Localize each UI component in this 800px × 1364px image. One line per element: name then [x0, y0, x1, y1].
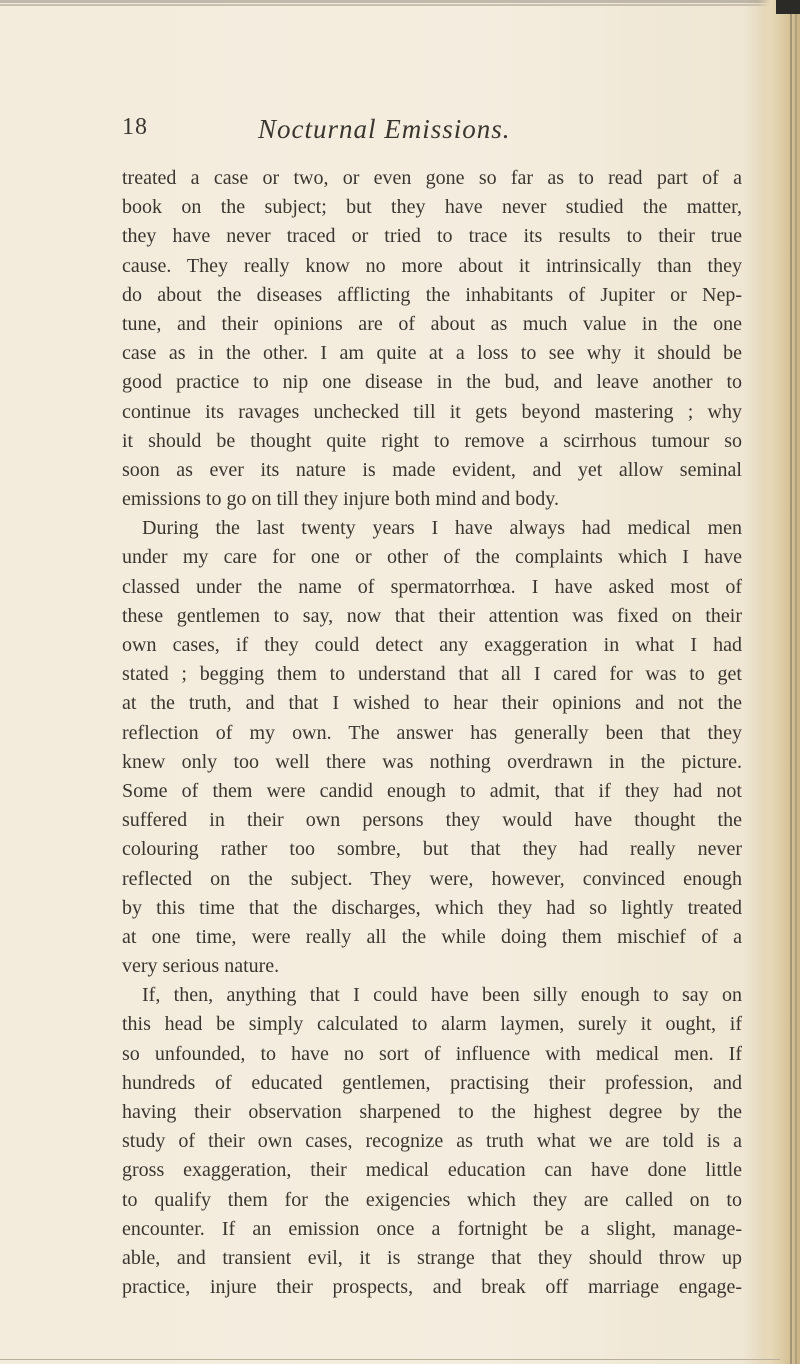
- text-line: stated ; begging them to understand that all I cared for was to get: [122, 663, 742, 686]
- text-line: do about the diseases afflicting the inhabitants of Jupiter or Nep-: [122, 283, 742, 306]
- text-line: own cases, if they could detect any exaggeration in what I had: [122, 634, 742, 656]
- text-line: tune, and their opinions are of about as much value in the one: [122, 312, 742, 335]
- text-line: emissions to go on till they injure both mind and body.: [122, 488, 560, 511]
- corner-shadow: [776, 0, 800, 14]
- text-line: If, then, anything that I could have been silly enough to say on: [142, 984, 742, 1007]
- running-title: Nocturnal Emissions.: [258, 114, 511, 144]
- body-text: [122, 164, 742, 1302]
- text-line: continue its ravages unchecked till it gets beyond mastering ; why: [122, 400, 742, 423]
- text-line: suffered in their own persons they would have thought the: [122, 809, 742, 832]
- text-line: classed under the name of spermatorrhœa. I have asked most of: [122, 575, 742, 598]
- text-line: to qualify them for the exigencies which they are called on to: [122, 1188, 742, 1211]
- top-edge-rule: [0, 4, 780, 6]
- text-line: study of their own cases, recognize as truth what we are told is a: [122, 1130, 742, 1153]
- text-line: knew only too well there was nothing overdrawn in the picture.: [122, 750, 742, 773]
- text-line: at the truth, and that I wished to hear their opinions and not the: [122, 692, 742, 715]
- text-line: it should be thought quite right to remove a scirrhous tumour so: [122, 429, 742, 452]
- gutter-line: [790, 0, 792, 1364]
- text-line: During the last twenty years I have always had medical men: [142, 517, 742, 540]
- text-line: these gentlemen to say, now that their attention was fixed on their: [122, 604, 742, 627]
- text-line: book on the subject; but they have never studied the matter,: [122, 196, 742, 219]
- bottom-edge-rule: [0, 1359, 780, 1360]
- text-line: practice, injure their prospects, and break off marriage engage-: [122, 1276, 742, 1299]
- text-line: able, and transient evil, it is strange that they should throw up: [122, 1246, 742, 1269]
- text-line: this head be simply calculated to alarm laymen, surely it ought, if: [122, 1013, 742, 1036]
- text-line: by this time that the discharges, which they had so lightly treated: [122, 896, 742, 919]
- text-line: soon as ever its nature is made evident, and yet allow seminal: [122, 458, 742, 481]
- gutter-line: [795, 0, 797, 1364]
- text-line: good practice to nip one disease in the bud, and leave another to: [122, 371, 742, 394]
- text-line: reflected on the subject. They were, however, convinced enough: [122, 867, 742, 890]
- text-line: colouring rather too sombre, but that they had really never: [122, 838, 742, 861]
- text-line: Some of them were candid enough to admit, that if they had not: [122, 779, 742, 802]
- text-line: gross exaggeration, their medical education can have done little: [122, 1159, 742, 1182]
- text-line: hundreds of educated gentlemen, practising their profession, and: [122, 1071, 742, 1094]
- text-line: under my care for one or other of the complaints which I have: [122, 546, 742, 569]
- text-line: they have never traced or tried to trace its results to their true: [122, 225, 742, 248]
- text-line: treated a case or two, or even gone so far as to read part of a: [122, 167, 742, 189]
- text-line: having their observation sharpened to the highest degree by the: [122, 1101, 742, 1123]
- text-line: at one time, were really all the while doing them mischief of a: [122, 925, 742, 948]
- page-gutter: [758, 0, 800, 1364]
- text-line: so unfounded, to have no sort of influence with medical men. If: [122, 1042, 742, 1065]
- text-line: reflection of my own. The answer has generally been that they: [122, 721, 742, 744]
- top-edge-shadow: [0, 0, 780, 3]
- page-number: 18: [122, 114, 148, 140]
- text-line: very serious nature.: [122, 955, 280, 978]
- text-line: case as in the other. I am quite at a loss to see why it should be: [122, 342, 742, 365]
- text-line: cause. They really know no more about it intrinsically than they: [122, 254, 742, 277]
- text-line: encounter. If an emission once a fortnight be a slight, manage-: [122, 1217, 742, 1240]
- page-header: [122, 114, 742, 154]
